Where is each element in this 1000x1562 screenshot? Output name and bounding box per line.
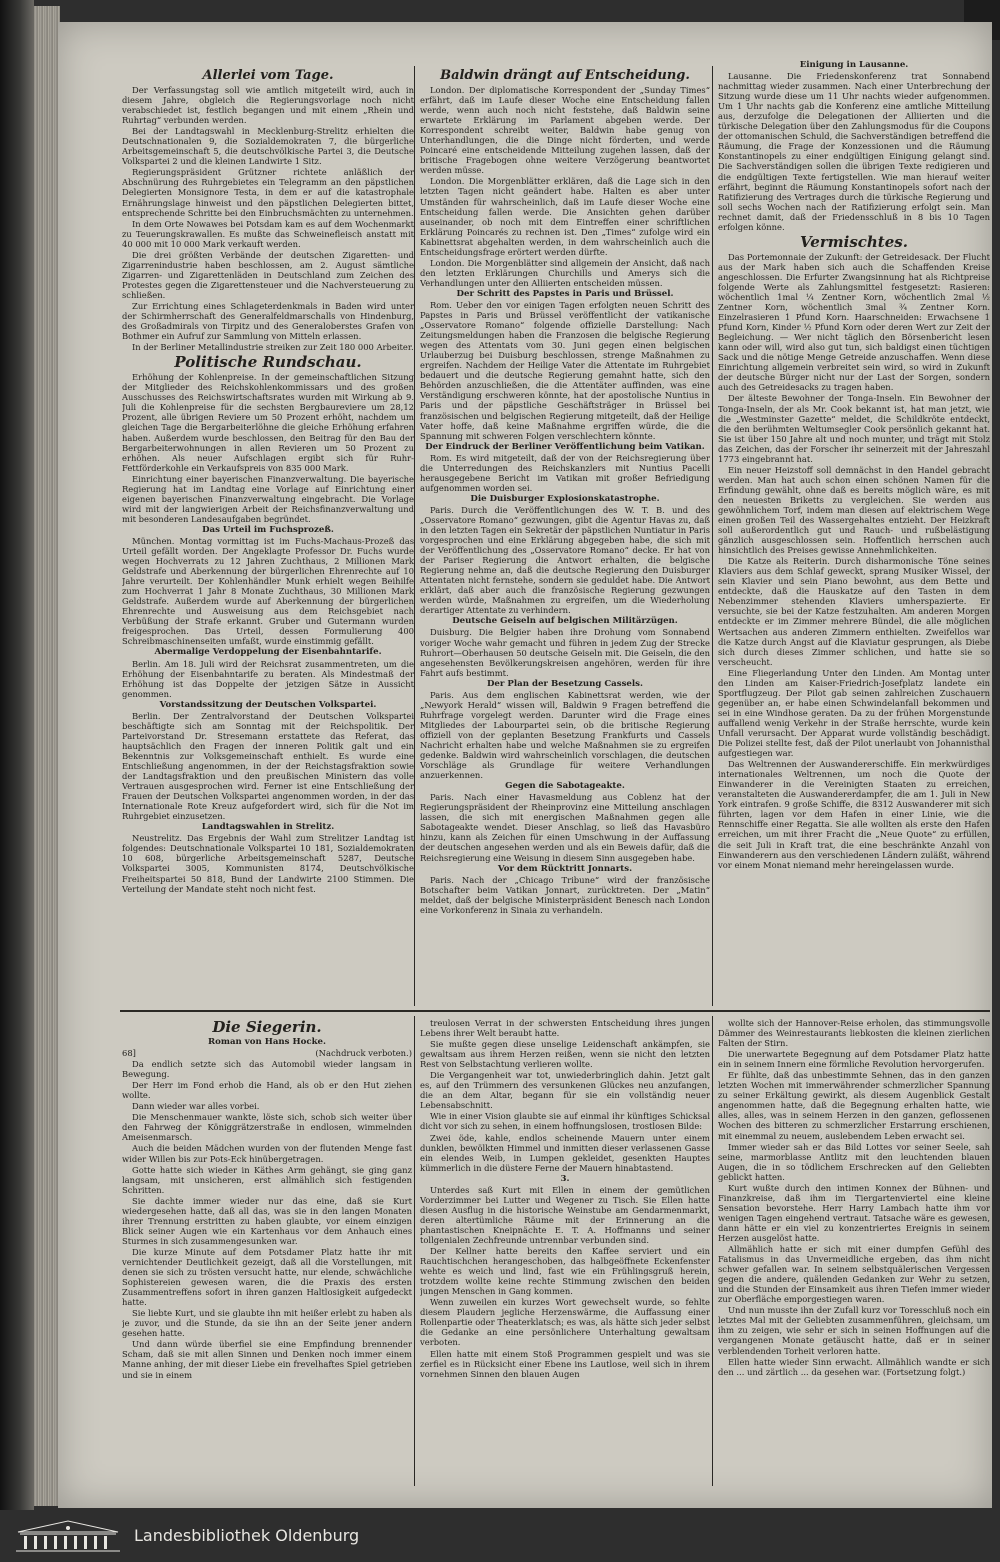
paragraph: Dann wieder war alles vorbei. bbox=[132, 1101, 260, 1112]
paragraph: Sie liebte Kurt, und sie glaubte ihn mit heißer erlebt zu haben als je zuvor, und die Stunde, da sie ihn an der Seite jener andern gesehen hatte. bbox=[122, 1308, 412, 1339]
library-footer bbox=[0, 1510, 1000, 1562]
paragraph: Kurt wußte durch den intimen Konnex der Bühnen- und Finanzkreise, daß ihm im Tiergartenviertel eine kleine Sensation bevorstehe. Herr Harry Lambach hatte ihm vor wenigen Tagen eingehend vertraut. Tatsache wäre es gewesen, dann hätte er ein viel zu konzentriertes Ereignis in seinem Herzen ausgelöst hatte. bbox=[718, 1182, 990, 1243]
paragraph: Ellen hatte mit einem Stoß Programmen gespielt und was sie zerfiel es in Rücksicht einer Ebene ins Lautlose, weil sich in ihrem vornehmen Sinnen den blauen Augen bbox=[420, 1348, 710, 1379]
subheading: Vor dem Rücktritt Jonnarts. bbox=[497, 863, 633, 874]
paragraph: Paris. Aus dem englischen Kabinettsrat werden, wie der „Newyork Herald“ wissen will, Baldwin 9 Fragen betreffend die Ruhrfrage vorgelegt werden. Darunter wird die Frage eines Mitgliedes der Labourpartei sein, ob die britische Regierung offiziell von der geplanten Besetzung Frankfurts und Cassels Nachricht erhalten habe und welche Maßnahmen sie zu ergreifen gedenke. Baldwin wird wahrscheinlich vorschlagen, die deutschen Vorschläge als Grundlage für weitere Verhandlungen anzuerkennen. bbox=[420, 689, 710, 781]
paragraph: treulosen Verrat in der schwersten Entscheidung ihres jungen Lebens ihrer Welt beraubt hatte. bbox=[420, 1018, 710, 1039]
paragraph: Und nun musste ihn der Zufall kurz vor Toresschluß noch ein letztes Mal mit der Geliebten zusammenführen, gleichsam, um ihm zu zeigen, wie sehr er sich in seinen Hoffnungen auf die vergangenen Monate getäuscht hatte, daß er in seiner verblendenden Torheit verloren hatte. bbox=[718, 1305, 990, 1356]
paragraph: Rom. Es wird mitgeteilt, daß der von der Reichsregierung über die Unterredungen des Reichskanzlers mit Nuntius Pacelli herausgegebene Bericht im Vatikan mit großer Befriedigung aufgenommen worden sei. bbox=[420, 452, 710, 493]
paragraph: Eine Fliegerlandung Unter den Linden. Am Montag unter den Linden am Kaiser-Friedrich-Josefplatz landete ein Sportflugzeug. Der Pilot gab seinen zahlreichen Zuschauern gegenüber an, er habe einen Schwindelanfall bekommen und sei in eine Windhose geraten. Da zu der frühen Morgenstunde auffallend wenig Verkehr in der Straße herrschte, wurde kein Unfall verursacht. Der Apparat wurde vollständig beschädigt. Die Polizei stellte fest, daß der Pilot unerlaubt von Johannisthal aufgestiegen war. bbox=[718, 667, 990, 759]
book-spine bbox=[0, 0, 34, 1510]
column-rule bbox=[414, 66, 415, 1006]
paragraph: Auch die beiden Mädchen wurden von der flutenden Menge fast wider Willen bis zur Pots-Eck hinübergetragen. bbox=[122, 1143, 412, 1164]
paragraph: In dem Orte Nowawes bei Potsdam kam es auf dem Wochenmarkt zu Teuerungskrawallen. Es mußte das Schweinefleisch anstatt mit 40 000 mit 10 000 Mark verkauft werden. bbox=[122, 218, 414, 249]
paragraph: Die Katze als Reiterin. Durch disharmonische Töne seines Klaviers aus dem Schlaf geweckt, sprang Musiker Wissel, der sein Klavier und sein Piano bewohnt, aus dem Bette und entdeckte, daß die Hauskatze auf den Tasten in dem Nebenzimmer stehenden Klaviers umherspazierte. Er versuchte, sie bei der Katze festzuhalten. Am anderen Morgen entdeckte er im Zimmer mehrere Bündel, die alle möglichen Wertsachen aus anderen Zimmern enthielten. Zweifellos war die Katze durch Angst auf die Klaviatur gesprungen, als Diebe sich durch dieses Zimmer schlichen, und hatte sie so verscheucht. bbox=[718, 556, 990, 667]
installment-number: 68] bbox=[122, 1048, 136, 1059]
paragraph: München. Montag vormittag ist im Fuchs-Machaus-Prozeß das Urteil gefällt worden. Der Angeklagte Professor Dr. Fuchs wurde wegen Hochverrats zu 12 Jahren Zuchthaus, 2 Millionen Mark Geldstrafe und Aberkennung der bürgerlichen Ehrenrechte auf 10 Jahre verurteilt. Der Kohlenhändler Munk erhielt wegen Beihilfe zum Hochverrat 1 Jahr 8 Monate Zuchthaus, 30 Millionen Mark Geldstrafe. Außerdem wurde auf Aberkennung der bürgerlichen Ehrenrechte und Ausweisung aus dem Reichsgebiet nach Verbüßung der Strafe erkannt. Gruber und Gutermann wurden freigesprochen. Das Urteil, dessen Formulierung 400 Schreibmaschinenseiten umfaßt, wurde einstimmig gefällt. bbox=[122, 535, 414, 647]
column-middle bbox=[420, 68, 710, 1008]
paragraph: wollte sich der Hannover-Reise erholen, das stimmungsvolle Dämmer des Weinrestaurants liebkosten die kleinen zierlichen Falten der Stirn. bbox=[718, 1018, 990, 1049]
paragraph: Die unerwartete Begegnung auf dem Potsdamer Platz hatte ein in seinem Innern eine förmliche Revolution hervorgerufen. bbox=[718, 1049, 990, 1070]
paragraph: Paris. Durch die Veröffentlichungen des W. T. B. und des „Osservatore Romano“ gezwungen, gibt die Agentur Havas zu, daß in den letzten Tagen ein Sekretär der päpstlichen Nuntiatur in Paris vorgesprochen und eine Erklärung abgegeben habe, die sich mit der Veröffentlichung des „Osservatore Romano“ decke. Er hat von der Pariser Regierung die Antwort erhalten, die belgische Regierung nehme an, daß die deutsche Regierung den Duisburger Attentaten nicht fernstehe, sondern sie geduldet habe. Die Antwort erklärt, daß aber auch die französische Regierung gezwungen werden würde, Maßnahmen zu ergreifen, um die Wiederholung derartiger Attentate zu verhindern. bbox=[420, 504, 710, 616]
paragraph: Die drei größten Verbände der deutschen Zigaretten- und Zigarrenindustrie haben beschlossen, am 2. August sämtliche Zigarren- und Zigarettenläden in Deutschland zum Zeichen des Protestes gegen die Zigarettensteuer und die Nachversteuerung zu schließen. bbox=[122, 249, 414, 300]
paragraph: London. Die Morgenblätter erklären, daß die Lage sich in den letzten Tagen nicht geändert habe. Halten es aber unter Umständen für wahrscheinlich, daß im Laufe dieser Woche eine Entscheidung fallen werde. Die Ansichten gehen darüber auseinander, ob noch mit dem Eintreffen einer schriftlichen Erklärung Poincarés zu rechnen ist. Den „Times“ zufolge wird ein Kabinettsrat abgehalten werden, in dem wahrscheinlich auch die Entscheidungsfrage erörtert werden dürfte. bbox=[420, 176, 710, 257]
novel-meta-line bbox=[122, 1048, 412, 1058]
section-heading-politische-rundschau: Politische Rundschau. bbox=[174, 353, 362, 372]
paragraph: Gotte hatte sich wieder in Käthes Arm gehängt, sie ging ganz langsam, mit unsicheren, erst allmählich sich festigenden Schritten. bbox=[122, 1164, 412, 1195]
paragraph: Der älteste Bewohner der Tonga-Inseln. Ein Bewohner der Tonga-Inseln, der als Mr. Cook bekannt ist, hat man jetzt, wie die „Westminster Gazette“ meldet, die Schildkröte entdeckt, die den berühmten Weltumsegler Cook persönlich gekannt hat. Sie ist über 150 Jahre alt und noch munter, und trägt mit Stolz das Zeichen, das der Forscher ihr seinerzeit mit der Jahreszahl 1773 eingebrannt hat. bbox=[718, 393, 990, 464]
paragraph: Regierungspräsident Grützner richtete anläßlich der Abschnürung des Ruhrgebietes ein Telegramm an den päpstlichen Delegierten Monsignore Testa, in dem er auf die katastrophale Ernährungslage hinweist und den päpstlichen Delegierten bittet, entsprechende Schritte bei den Einbruchsmächten zu unternehmen. bbox=[122, 167, 414, 218]
chapter-number: 3. bbox=[560, 1173, 570, 1184]
feuilleton-rule bbox=[120, 1010, 990, 1012]
subheading: Das Urteil im Fuchsprozeß. bbox=[202, 524, 334, 535]
reprint-note: (Nachdruck verboten.) bbox=[315, 1048, 412, 1059]
paragraph: In der Berliner Metallindustrie streiken zur Zeit 180 000 Arbeiter. bbox=[132, 342, 414, 353]
paragraph: Erhöhung der Kohlenpreise. In der gemeinschaftlichen Sitzung der Mitglieder des Reichskohlenkommissars und des großen Ausschusses des Reichswirtschaftsrates wurden mit Wirkung ab 9. Juli die Kohlenpreise für die sechsten Bergbaureviere um 28,12 Prozent, alle übrigen Reviere um 50 Prozent erhöht, nachdem um gleichen Tage die Bergarbeiterlöhne die gleiche Erhöhung erfahren haben. Außerdem wurde beschlossen, den Beitrag für den Bau der Bergarbeiterwohnungen in allen Revieren um 50 Prozent zu erhöhen. Als neuer Aufschlagen ergibt sich für Ruhr-Fettförderkohle ein Verkaufspreis von 835 000 Mark. bbox=[122, 372, 414, 473]
novel-title: Die Siegerin. bbox=[212, 1018, 322, 1036]
paragraph: Wenn zuweilen ein kurzes Wort gewechselt wurde, so fehlte diesem Plaudern jegliche Herzenswärme, die Auffassung einer Rollenpartie oder Theaterklatsch; es was, als hätte sich jeder selbst die Gedanke an eine persönlichere Unterhaltung gewaltsam verboten. bbox=[420, 1297, 710, 1348]
paragraph: Unterdes saß Kurt mit Ellen in einem der gemütlichen Vorderzimmer bei Lutter und Wegener zu Tisch. Sie Ellen hatte diesen Ausflug in die historische Weinstube am Gendarmenmarkt, deren altertümliche Räume mit der Erinnerung an die phantastischen Kneipnächte E. T. A. Hoffmanns und seiner tollgenialen Zechfreunde untrennbar verbunden sind. bbox=[420, 1184, 710, 1245]
paragraph: Einrichtung einer bayerischen Finanzverwaltung. Die bayerische Regierung hat im Landtag eine Vorlage auf Einrichtung einer eigenen bayerischen Finanzverwaltung eingebracht. Die Vorlage wird mit der langwierigen Arbeit der Reichsfinanzverwaltung und mit besonderen Landesaufgaben begründet. bbox=[122, 473, 414, 524]
paragraph: Bei der Landtagswahl in Mecklenburg-Strelitz erhielten die Deutschnationalen 9, die Sozialdemokraten 7, die bürgerliche Arbeitsgemeinschaft 5, die deutschvölkische Partei 3, die Deutsche Volkspartei 2 und die kleinen Landwirte 1 Sitz. bbox=[122, 126, 414, 167]
page-edges bbox=[34, 6, 60, 1506]
paragraph: Berlin. Am 18. Juli wird der Reichsrat zusammentreten, um die Erhöhung der Eisenbahntarife zu beraten. Als Mindestmaß der Erhöhung ist das Doppelte der jetzigen Sätze in Aussicht genommen. bbox=[122, 658, 414, 699]
allerlei-paragraphs bbox=[122, 85, 414, 352]
newspaper-page bbox=[58, 22, 992, 1508]
subheading: Abermalige Verdoppelung der Eisenbahntarife. bbox=[154, 647, 382, 658]
subheading: Der Eindruck der Berliner Veröffentlichung beim Vatikan. bbox=[425, 441, 705, 452]
subheading: Der Plan der Besetzung Cassels. bbox=[486, 678, 643, 689]
paragraph: Paris. Nach der „Chicago Tribune“ wird der französische Botschafter beim Vatikan Jonnart, zurücktreten. Der „Matin“ meldet, daß der belgische Ministerpräsident Benesch nach London eine Vorkonferenz in Sinaia zu verhandeln. bbox=[420, 874, 710, 915]
paragraph: Die Vergangenheit war tot, unwiederbringlich dahin. Jetzt galt es, auf den Trümmern des versunkenen Glückes neu anzufangen, die an dem Altar, begann für sie ein vollständig neuer Lebensabschnitt. bbox=[420, 1070, 710, 1111]
subheading: Deutsche Geiseln auf belgischen Militärzügen. bbox=[452, 616, 678, 627]
subheading: Die Duisburger Explosionskatastrophe. bbox=[470, 493, 660, 504]
paragraph: Zwei öde, kahle, endlos scheinende Mauern unter einem dunklen, bewölkten Himmel und inmitten dieser verlassenen Gasse ein elendes Weib, in Lumpen gekleidet, gesenkten Hauptes kümmerlich in die düstere Ferne der Mauern hinabtastend. bbox=[420, 1132, 710, 1173]
paragraph: Der Verfassungstag soll wie amtlich mitgeteilt wird, auch in diesem Jahre, obgleich die Regierungsvorlage noch nicht verabschiedet ist, festlich begangen und mit einem „Rhein und Ruhrtag“ verbunden werden. bbox=[122, 85, 414, 126]
column-right bbox=[718, 60, 990, 1008]
column-rule bbox=[712, 66, 713, 1006]
column-left bbox=[122, 68, 414, 1008]
paragraph: Berlin. Der Zentralvorstand der Deutschen Volkspartei beschäftigte sich am Sonntag mit der Reichspolitik. Der Parteivorstand Dr. Stresemann erstattete das Referat, das hauptsächlich den Fragen der inneren Politik galt und ein Bekenntnis zur Volksgemeinschaft enthielt. Es wurde eine Entschließung angenommen, in der der Reichstagsfraktion sowie der Landtagsfraktion und den preußischen Ministern das volle Vertrauen ausgesprochen wird. Ferner ist eine Entschließung der Frauen der Deutschen Volkspartei angenommen worden, in der das Internationale Rote Kreuz aufgefordert wird, sich für die Not im Ruhrgebiet einzusetzen. bbox=[122, 710, 414, 822]
column-rule bbox=[414, 1016, 415, 1486]
paragraph: Duisburg. Die Belgier haben ihre Drohung vom Sonnabend voriger Woche wahr gemacht und führen in jedem Zug der Strecke Ruhrort—Oberhausen 50 deutsche Geiseln mit. Die Geiseln, die den angesehensten Bevölkerungskreisen angehören, werden für ihre Fahrt aufs bestimmt. bbox=[420, 627, 710, 678]
paragraph: Lausanne. Die Friedenskonferenz trat Sonnabend nachmittag wieder zusammen. Nach einer Unterbrechung der Sitzung wurde diese um 11 Uhr nachts wieder aufgenommen. Um 1 Uhr nachts gab die Konferenz eine amtliche Mitteilung aus, derzufolge die Delegationen der Alliierten und die türkische Delegation über den Zahlungsmodus für die Coupons der ottomanischen Schuld, die Sachverständigen betreffend die Räumung, die Frage der Konzessionen und die Räumung Konstantinopels zu einer endgültigen Einigung gelangt sind. Die Sachverständigen sollen die übrigen Texte redigieren und die endgültigen Texte fertigstellen. Wie man hierauf weiter erfährt, beginnt die Räumung Konstantinopels sofort nach der Ratifizierung des Vertrages durch die türkische Regierung und soll sechs Wochen nach der Ratifizierung erfolgt sein. Man rechnet damit, daß der Friedensschluß in 8 bis 10 Tagen erfolgen könne. bbox=[718, 71, 990, 232]
paragraph: Paris. Nach einer Havasmeldung aus Coblenz hat der Regierungspräsident der Rheinprovinz eine Mitteilung anschlagen lassen, die sich mit energischen Maßnahmen gegen alle Sabotageakte wendet. Dieser Anschlag, so ließ das Havasbüro hinzu, kann als Zeichen für einen Umschwung in der Auffassung der deutschen angesehen werden und als ein Beweis dafür, daß die Reichsregierung eine Weisung in diesem Sinn ausgegeben habe. bbox=[420, 792, 710, 863]
novel-subtitle: Roman von Hans Hocke. bbox=[207, 1037, 326, 1047]
novel-column-1 bbox=[122, 1018, 412, 1488]
novel-column-3 bbox=[718, 1018, 990, 1488]
paragraph: Ein neuer Heizstoff soll demnächst in den Handel gebracht werden. Man hat auch schon einen schönen Namen für die Erfindung gewählt, ohne daß es bereits möglich wäre, es mit den neuesten Briketts zu vergleichen. Sie werden aus gewöhnlichem Torf, indem man diesen auf elektrischem Wege einen großen Teil des Wassergehaltes entzieht. Der Heizkraft soll außerordentlich gut und Rauch- und rußbelästigung gänzlich ausgeschlossen sein. Hoffentlich herrschen auch hinsichtlich des Preises gewisse Annehmlichkeiten. bbox=[718, 464, 990, 556]
paragraph: Und dann würde überfiel sie eine Empfindung brennender Scham, daß sie mit allen Sinnen und Denken noch immer einem Manne anhing, der mit dieser Liebe ein frevelhaftes Spiel getrieben und sie in einem bbox=[122, 1339, 412, 1380]
paragraph: Rom. Ueber den vor einigen Tagen erfolgten neuen Schritt des Papstes in Paris und Brüssel veröffentlicht der vatikanische „Osservatore Romano“ folgende offizielle Darstellung: Nach Zeitungsmeldungen haben die Franzosen die belgische Regierung wegen des Attentats vom 30. Juni gegen einen belgischen Urlauberzug bei Duisburg beschlossen, strenge Maßnahmen zu ergreifen. Nachdem der Heilige Vater die Attentate im Ruhrgebiet bedauert und die deutsche Regierung gemahnt hatte, sich den Behörden anzuschließen, die die Attentäter auffinden, was eine Verständigung erschweren könnte, hat der apostolische Nuntius in Paris und der päpstliche Geschäftsträger in Brüssel bei französischen und belgischen Regierung mitgeteilt, daß der Heilige Vater hoffe, daß keine Maßnahme ergriffen würde, die die Spannung mit schweren Folgen verschlechtern könnte. bbox=[420, 299, 710, 441]
subheading: Der Schritt des Papstes in Paris und Brüssel. bbox=[456, 288, 674, 299]
library-name: Landesbibliothek Oldenburg bbox=[134, 1526, 360, 1545]
section-heading-vermischtes: Vermischtes. bbox=[800, 232, 908, 251]
subheading: Gegen die Sabotageakte. bbox=[505, 781, 625, 792]
paragraph: London. Der diplomatische Korrespondent der „Sunday Times“ erfährt, daß im Laufe dieser Woche eine Entscheidung fallen werde, wenn auch noch nicht feststehe, daß Baldwin seine erwartete Erklärung im Parlament abgeben werde. Der Korrespondent schreibt weiter, Baldwin habe genug von Unterhandlungen, die die Dinge nicht förderten, und werde Poincaré eine entscheidende Mitteilung zugehen lassen, daß der britische Fragebogen ohne weitere Verzögerung beantwortet werden müsse. bbox=[420, 85, 710, 176]
paragraph: Zur Errichtung eines Schlageterdenkmals in Baden wird unter der Schirmherrschaft des Generalfeldmarschalls von Hindenburg, des Großadmirals von Tirpitz und des Generaloberstes Grafen von Bothmer ein Aufruf zur Sammlung von Mitteln erlassen. bbox=[122, 300, 414, 342]
paragraph: Das Weltrennen der Auswandererschiffe. Ein merkwürdiges internationales Weltrennen, um noch die Quote der Einwanderer in die Vereinigten Staaten zu erreichen, veranstalteten die Auswandererdampfer, die am 1. Juli in New York eintrafen. 9 große Schiffe, die 8312 Auswanderer mit sich führten, lagen vor dem Hafen in einer Linie, wie die Rennschiffe einer Regatta. Sie alle wollten als erste den Hafen erreichen, um mit ihrer Fracht die „Neue Quote“ zu erfüllen, die seit Juli in Kraft trat, die eine beschränkte Anzahl von Einwanderern aus den verschiedenen Ländern zuläßt, während vor einem Monat niemand mehr hereingelassen wurde. bbox=[718, 759, 990, 870]
library-building-icon bbox=[14, 1518, 122, 1554]
subheading: Einigung in Lausanne. bbox=[799, 60, 909, 70]
subheading: Landtagswahlen in Strelitz. bbox=[201, 822, 335, 833]
paragraph: Da endlich setzte sich das Automobil wieder langsam in Bewegung. bbox=[122, 1059, 412, 1080]
paragraph: London. Die Morgenblätter sind allgemein der Ansicht, daß nach den letzten Erklärungen Churchills und Amerys sich die Verhandlungen unter den Alliierten entscheiden müssen. bbox=[420, 257, 710, 288]
section-heading-allerlei: Allerlei vom Tage. bbox=[202, 68, 334, 83]
column-rule bbox=[712, 1016, 713, 1486]
paragraph: Neustrelitz. Das Ergebnis der Wahl zum Strelitzer Landtag ist folgendes: Deutschnationale Volkspartei 10 181, Sozialdemokraten 10 608, bürgerliche Arbeitsgemeinschaft 5287, Deutsche Volkspartei 3005, Kommunisten 8174, Deutschvölkische Freiheitspartei 50 818, Bund der Landwirte 2100 Stimmen. Die Verteilung der Mandate steht noch nicht fest. bbox=[122, 833, 414, 894]
paragraph: Allmählich hatte er sich mit einer dumpfen Gefühl des Fatalismus in das Unvermeidliche ergeben, das ihm nicht schwer gefallen war. In seinem selbstquälerischen Vergessen gegen die andere, quälenden Gedanken zur Wehr zu setzen, und die Stunden der Einsamkeit aus ihren Tiefen immer wieder zur Oberfläche emporgestiegen waren. bbox=[718, 1244, 990, 1305]
paragraph: Das Portemonnaie der Zukunft: der Getreidesack. Der Flucht aus der Mark haben sich auch die Schaffenden Kreise angeschlossen. Die Erfurter Zwangsinnung hat als Richtpreise folgende Werte als Zahlungsmittel festgesetzt: Rasieren: wöchentlich 1mal ¼ Zentner Korn, wöchentlich 2mal ½ Zentner Korn, wöchentlich 3mal ¾ Zentner Korn. Einzelrasieren 1 Pfund Korn. Haarschneiden: Erwachsene 1 Pfund Korn, Kinder ½ Pfund Korn oder deren Wert zur Zeit der Begleichung. — Wer nicht täglich den Börsenbericht lesen kann oder will, wird also gut tun, sich baldigst einen tüchtigen Sack und die nötige Menge Getreide anzuschaffen. Wenn diese Einrichtung allgemein verbreitet sein wird, so wird in Zukunft der deutsche Bürger nicht nur der Last der Sorgen, sondern auch des Getreidesacks zu tragen haben. bbox=[718, 251, 990, 393]
paragraph: Immer wieder sah er das Bild Lottes vor seiner Seele, sah seine, marmorblasse Antlitz mit den leuchtenden blauen Augen, die in so tödlichem Erschrecken auf den Geliebten geblickt hatten. bbox=[718, 1141, 990, 1182]
novel-column-2 bbox=[420, 1018, 710, 1488]
paragraph: Die kurze Minute auf dem Potsdamer Platz hatte ihr mit vernichtender Deutlichkeit gezeigt, daß all die Vorstellungen, mit denen sie sich zu trösten versucht hatte, nur elende, schwächliche Sophistereien gewesen waren, die die Praxis des ersten Zusammentreffens sofort in ihren ganzen Haltlosigkeit aufgedeckt hatte. bbox=[122, 1246, 412, 1308]
paragraph: Sie dachte immer wieder nur das eine, daß sie Kurt wiedergesehen hatte, daß all das, was sie in den langen Monaten ihrer Trennung erstritten zu haben glaubte, vor einem einzigen Blick seiner Augen wie ein Kartenhaus vor dem Anhauch eines Sturmes in sich zusammengesunken war. bbox=[122, 1195, 412, 1246]
paragraph: Sie mußte gegen diese unselige Leidenschaft ankämpfen, sie gewaltsam aus ihrem Herzen reißen, wenn sie nicht den letzten Rest von Selbstachtung verlieren wollte. bbox=[420, 1039, 710, 1070]
paragraph: Die Menschenmauer wankte, löste sich, schob sich weiter über den Fahrweg der Königgrätzerstraße in endlosen, wimmelnden Ameisenmarsch. bbox=[122, 1112, 412, 1143]
paragraph: Der Herr im Fond erhob die Hand, als ob er den Hut ziehen wollte. bbox=[122, 1080, 412, 1101]
paragraph: Er fühlte, daß das unbestimmte Sehnen, das in den ganzen letzten Wochen mit immerwährender schmerzlicher Spannung zu seiner Erkältung gewirkt, als diesem Augenblick Gestalt angenommen hatte, daß die Begegnung erhalten hatte, wie alles, alles, was in seinem Herzen in den ganzen, geflossenen Wochen des bitteren zu schmerzlicher Erstarrung erschienen, mit einemmal zu neuem, auslebendem Leben erwacht sei. bbox=[718, 1070, 990, 1141]
paragraph: Wie in einer Vision glaubte sie auf einmal ihr künftiges Schicksal dicht vor sich zu sehen, in einem hoffnungslosen, trostlosen Bilde: bbox=[420, 1111, 710, 1132]
paragraph: Ellen hatte wieder Sinn erwacht. Allmählich wandte er sich den ... und zärtlich ... da gesehen war. (Fortsetzung folgt.) bbox=[718, 1356, 990, 1377]
section-heading-baldwin: Baldwin drängt auf Entscheidung. bbox=[440, 68, 690, 83]
subheading: Vorstandssitzung der Deutschen Volkspartei. bbox=[159, 699, 377, 710]
paragraph: Der Kellner hatte bereits den Kaffee serviert und ein Rauchtischchen herangeschoben, das halbgeöffnete Eckenfenster wehte es weich und lind, fast wie ein Frühlingsgruß herein, trotzdem wollte keine rechte Stimmung zwischen den beiden jungen Menschen in Gang kommen. bbox=[420, 1246, 710, 1297]
